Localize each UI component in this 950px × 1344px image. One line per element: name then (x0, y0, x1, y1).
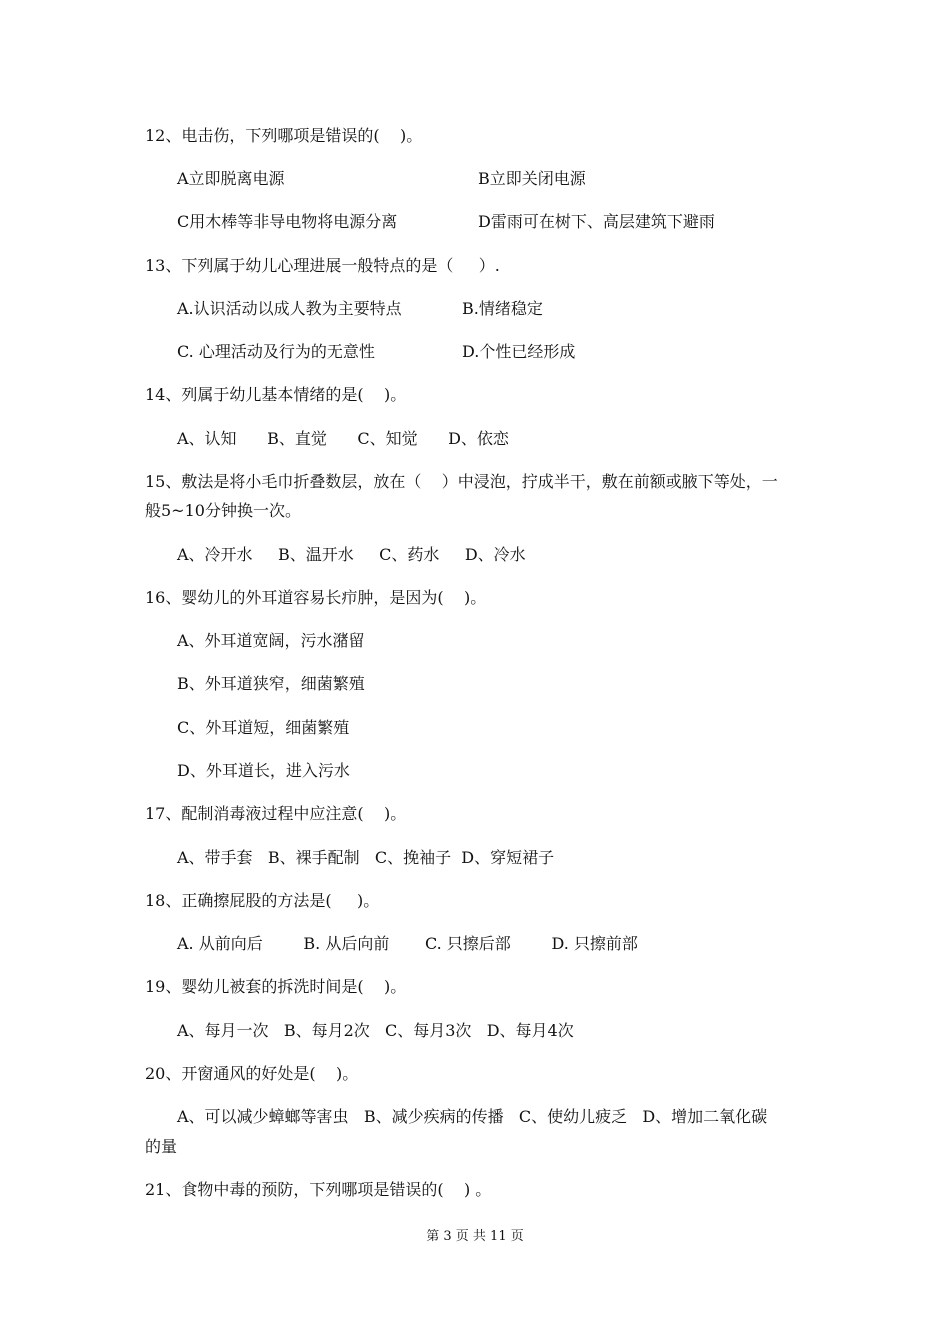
question-13-stem: 13、下列属于幼儿心理进展一般特点的是（ ）. (145, 256, 500, 275)
question-15-options: A、冷开水 B、温开水 C、药水 D、冷水 (177, 545, 526, 564)
question-21-stem: 21、食物中毒的预防，下列哪项是错误的( ) 。 (145, 1180, 492, 1199)
question-16-stem: 16、婴幼儿的外耳道容易长疖肿，是因为( )。 (145, 588, 487, 607)
question-20-stem: 20、开窗通风的好处是( )。 (145, 1064, 359, 1083)
question-13-option-a: A.认识活动以成人教为主要特点 (177, 299, 402, 318)
question-14-stem: 14、列属于幼儿基本情绪的是( )。 (145, 385, 407, 404)
question-16-option-b: B、外耳道狭窄，细菌繁殖 (177, 674, 365, 693)
question-12-option-d: D雷雨可在树下、高层建筑下避雨 (478, 212, 715, 231)
question-13-option-b: B.情绪稳定 (462, 299, 543, 318)
question-17-options: A、带手套 B、裸手配制 C、挽袖子 D、穿短裙子 (177, 848, 555, 867)
question-18-stem: 18、正确擦屁股的方法是( )。 (145, 891, 380, 910)
question-20-options-continued: 的量 (145, 1137, 178, 1156)
question-13-option-c: C. 心理活动及行为的无意性 (177, 342, 375, 361)
question-16-option-d: D、外耳道长，进入污水 (177, 761, 350, 780)
question-15-stem: 15、敷法是将小毛巾折叠数层，放在（ ）中浸泡，拧成半干，敷在前额或腋下等处，一 (145, 472, 778, 491)
question-13-option-d: D.个性已经形成 (462, 342, 576, 361)
question-12-option-b: B立即关闭电源 (478, 169, 586, 188)
question-18-options: A. 从前向后 B. 从后向前 C. 只擦后部 D. 只擦前部 (177, 934, 638, 953)
page-number-footer: 第 3 页 共 11 页 (426, 1229, 524, 1244)
question-14-options: A、认知 B、直觉 C、知觉 D、依恋 (177, 429, 509, 448)
question-16-option-c: C、外耳道短，细菌繁殖 (177, 718, 350, 737)
question-20-options: A、可以减少蟑螂等害虫 B、减少疾病的传播 C、使幼儿疲乏 D、增加二氧化碳 (177, 1107, 768, 1126)
question-12-option-a: A立即脱离电源 (177, 169, 285, 188)
question-19-options: A、每月一次 B、每月2次 C、每月3次 D、每月4次 (177, 1021, 574, 1040)
question-15-stem-continued: 般5~10分钟换一次。 (145, 501, 301, 520)
question-12-option-c: C用木棒等非导电物将电源分离 (177, 212, 398, 231)
question-19-stem: 19、婴幼儿被套的拆洗时间是( )。 (145, 977, 407, 996)
question-17-stem: 17、配制消毒液过程中应注意( )。 (145, 804, 407, 823)
question-12-stem: 12、电击伤，下列哪项是错误的( )。 (145, 126, 423, 145)
question-16-option-a: A、外耳道宽阔，污水潴留 (177, 631, 365, 650)
